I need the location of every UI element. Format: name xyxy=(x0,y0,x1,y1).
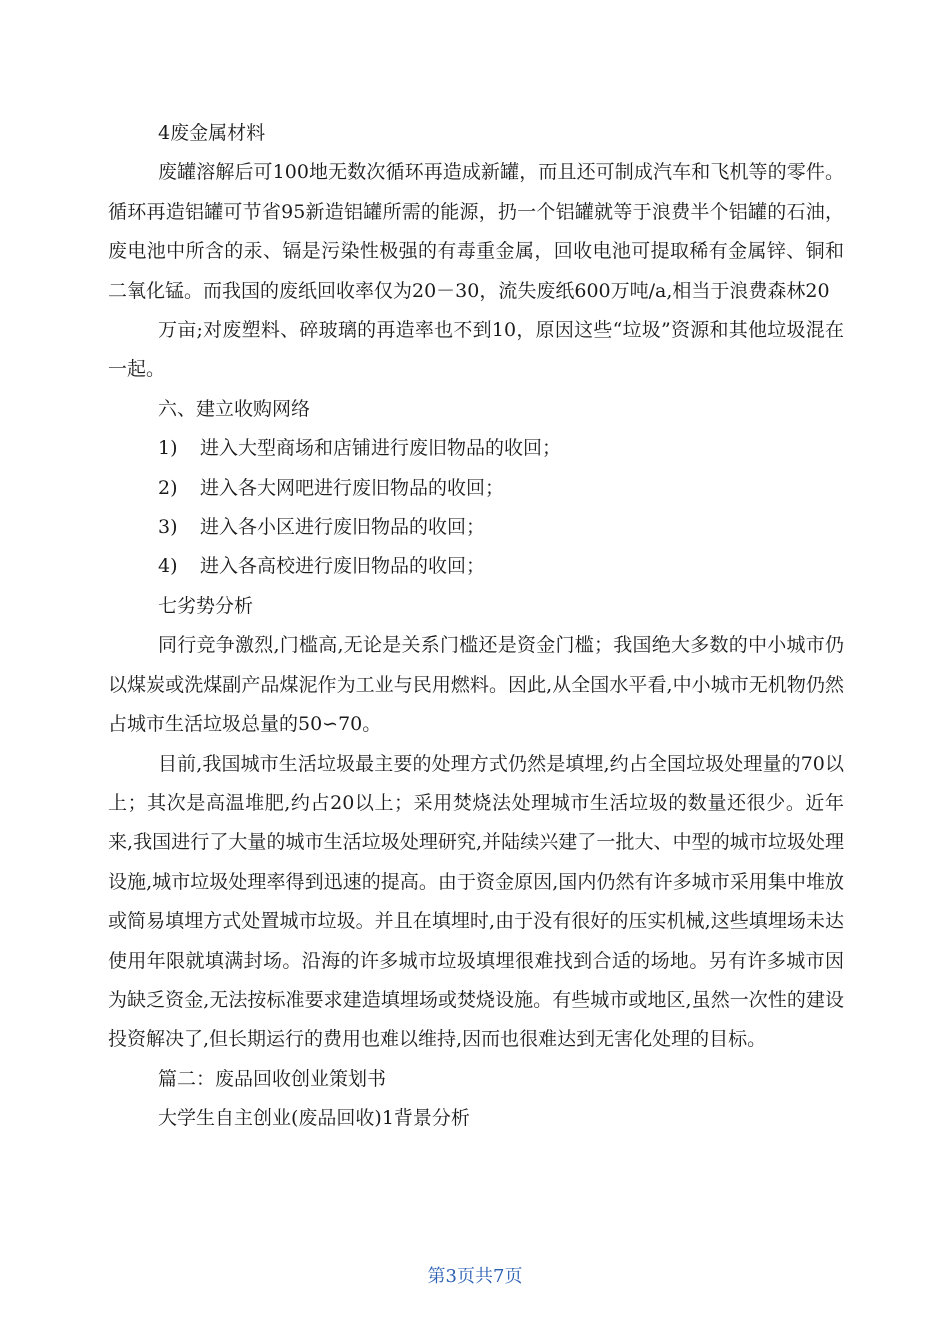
list-item-number: 3) xyxy=(158,516,178,539)
list-item-number: 4) xyxy=(158,555,178,578)
list-item xyxy=(108,508,844,547)
document-body xyxy=(108,114,844,1139)
list-item-number: 2) xyxy=(158,476,178,499)
list-item xyxy=(108,469,844,508)
body-paragraph: 同行竞争激烈,门槛高,无论是关系门槛还是资金门槛；我国绝大多数的中小城市仍以煤炭或洗煤副产品煤泥作为工业与民用燃料。因此,从全国水平看,中小城市无机物仍然占城市生活垃圾总量的50∽70。 xyxy=(108,634,844,736)
section-heading: 七劣势分析 xyxy=(158,594,254,617)
list-item-text: 进入各大网吧进行废旧物品的收回； xyxy=(200,476,505,499)
body-paragraph: 目前,我国城市生活垃圾最主要的处理方式仍然是填埋,约占全国垃圾处理量的70以上；其次是高温堆肥,约占20以上；采用焚烧法处理城市生活垃圾的数量还很少。近年来,我国进行了大量的城市生活垃圾处理研究,并陆续兴建了一批大、中型的城市垃圾处理设施,城市垃圾处理率得到迅速的提高。由于资金原因,国内仍然有许多城市采用集中堆放或简易填埋方式处置城市垃圾。并且在填埋时,由于没有很好的压实机械,这些填埋场未达使用年限就填满封场。沿海的许多城市垃圾填埋很难找到合适的场地。另有许多城市因为缺乏资金,无法按标准要求建造填埋场或焚烧设施。有些城市或地区,虽然一次性的建设投资解决了,但长期运行的费用也难以维持,因而也很难达到无害化处理的目标。 xyxy=(108,752,844,1051)
body-paragraph: 废罐溶解后可100地无数次循环再造成新罐，而且还可制成汽车和飞机等的零件。循环再造铝罐可节省95新造铝罐所需的能源，扔一个铝罐就等于浪费半个铝罐的石油，废电池中所含的汞、镉是污染性极强的有毒重金属，回收电池可提取稀有金属锌、铜和二氧化锰。而我国的废纸回收率仅为20－30，流失废纸600万吨/a,相当于浪费森林20 xyxy=(108,161,844,302)
list-item xyxy=(108,429,844,468)
body-paragraph: 万亩;对废塑料、碎玻璃的再造率也不到10，原因这些“垃圾”资源和其他垃圾混在一起。 xyxy=(108,319,844,381)
chapter-heading: 篇二：废品回收创业策划书 xyxy=(158,1067,387,1090)
section-heading: 六、建立收购网络 xyxy=(158,397,311,420)
page-number: 第3页共7页 xyxy=(427,1266,523,1287)
list-item-text: 进入各高校进行废旧物品的收回； xyxy=(200,555,486,578)
list-item-text: 进入大型商场和店铺进行废旧物品的收回； xyxy=(200,437,562,460)
section-heading: 4废金属材料 xyxy=(158,122,266,144)
list-item-number: 1) xyxy=(158,437,178,460)
section-heading: 大学生自主创业(废品回收)1背景分析 xyxy=(158,1107,470,1130)
list-item xyxy=(108,547,844,586)
list-item-text: 进入各小区进行废旧物品的收回； xyxy=(200,516,486,539)
